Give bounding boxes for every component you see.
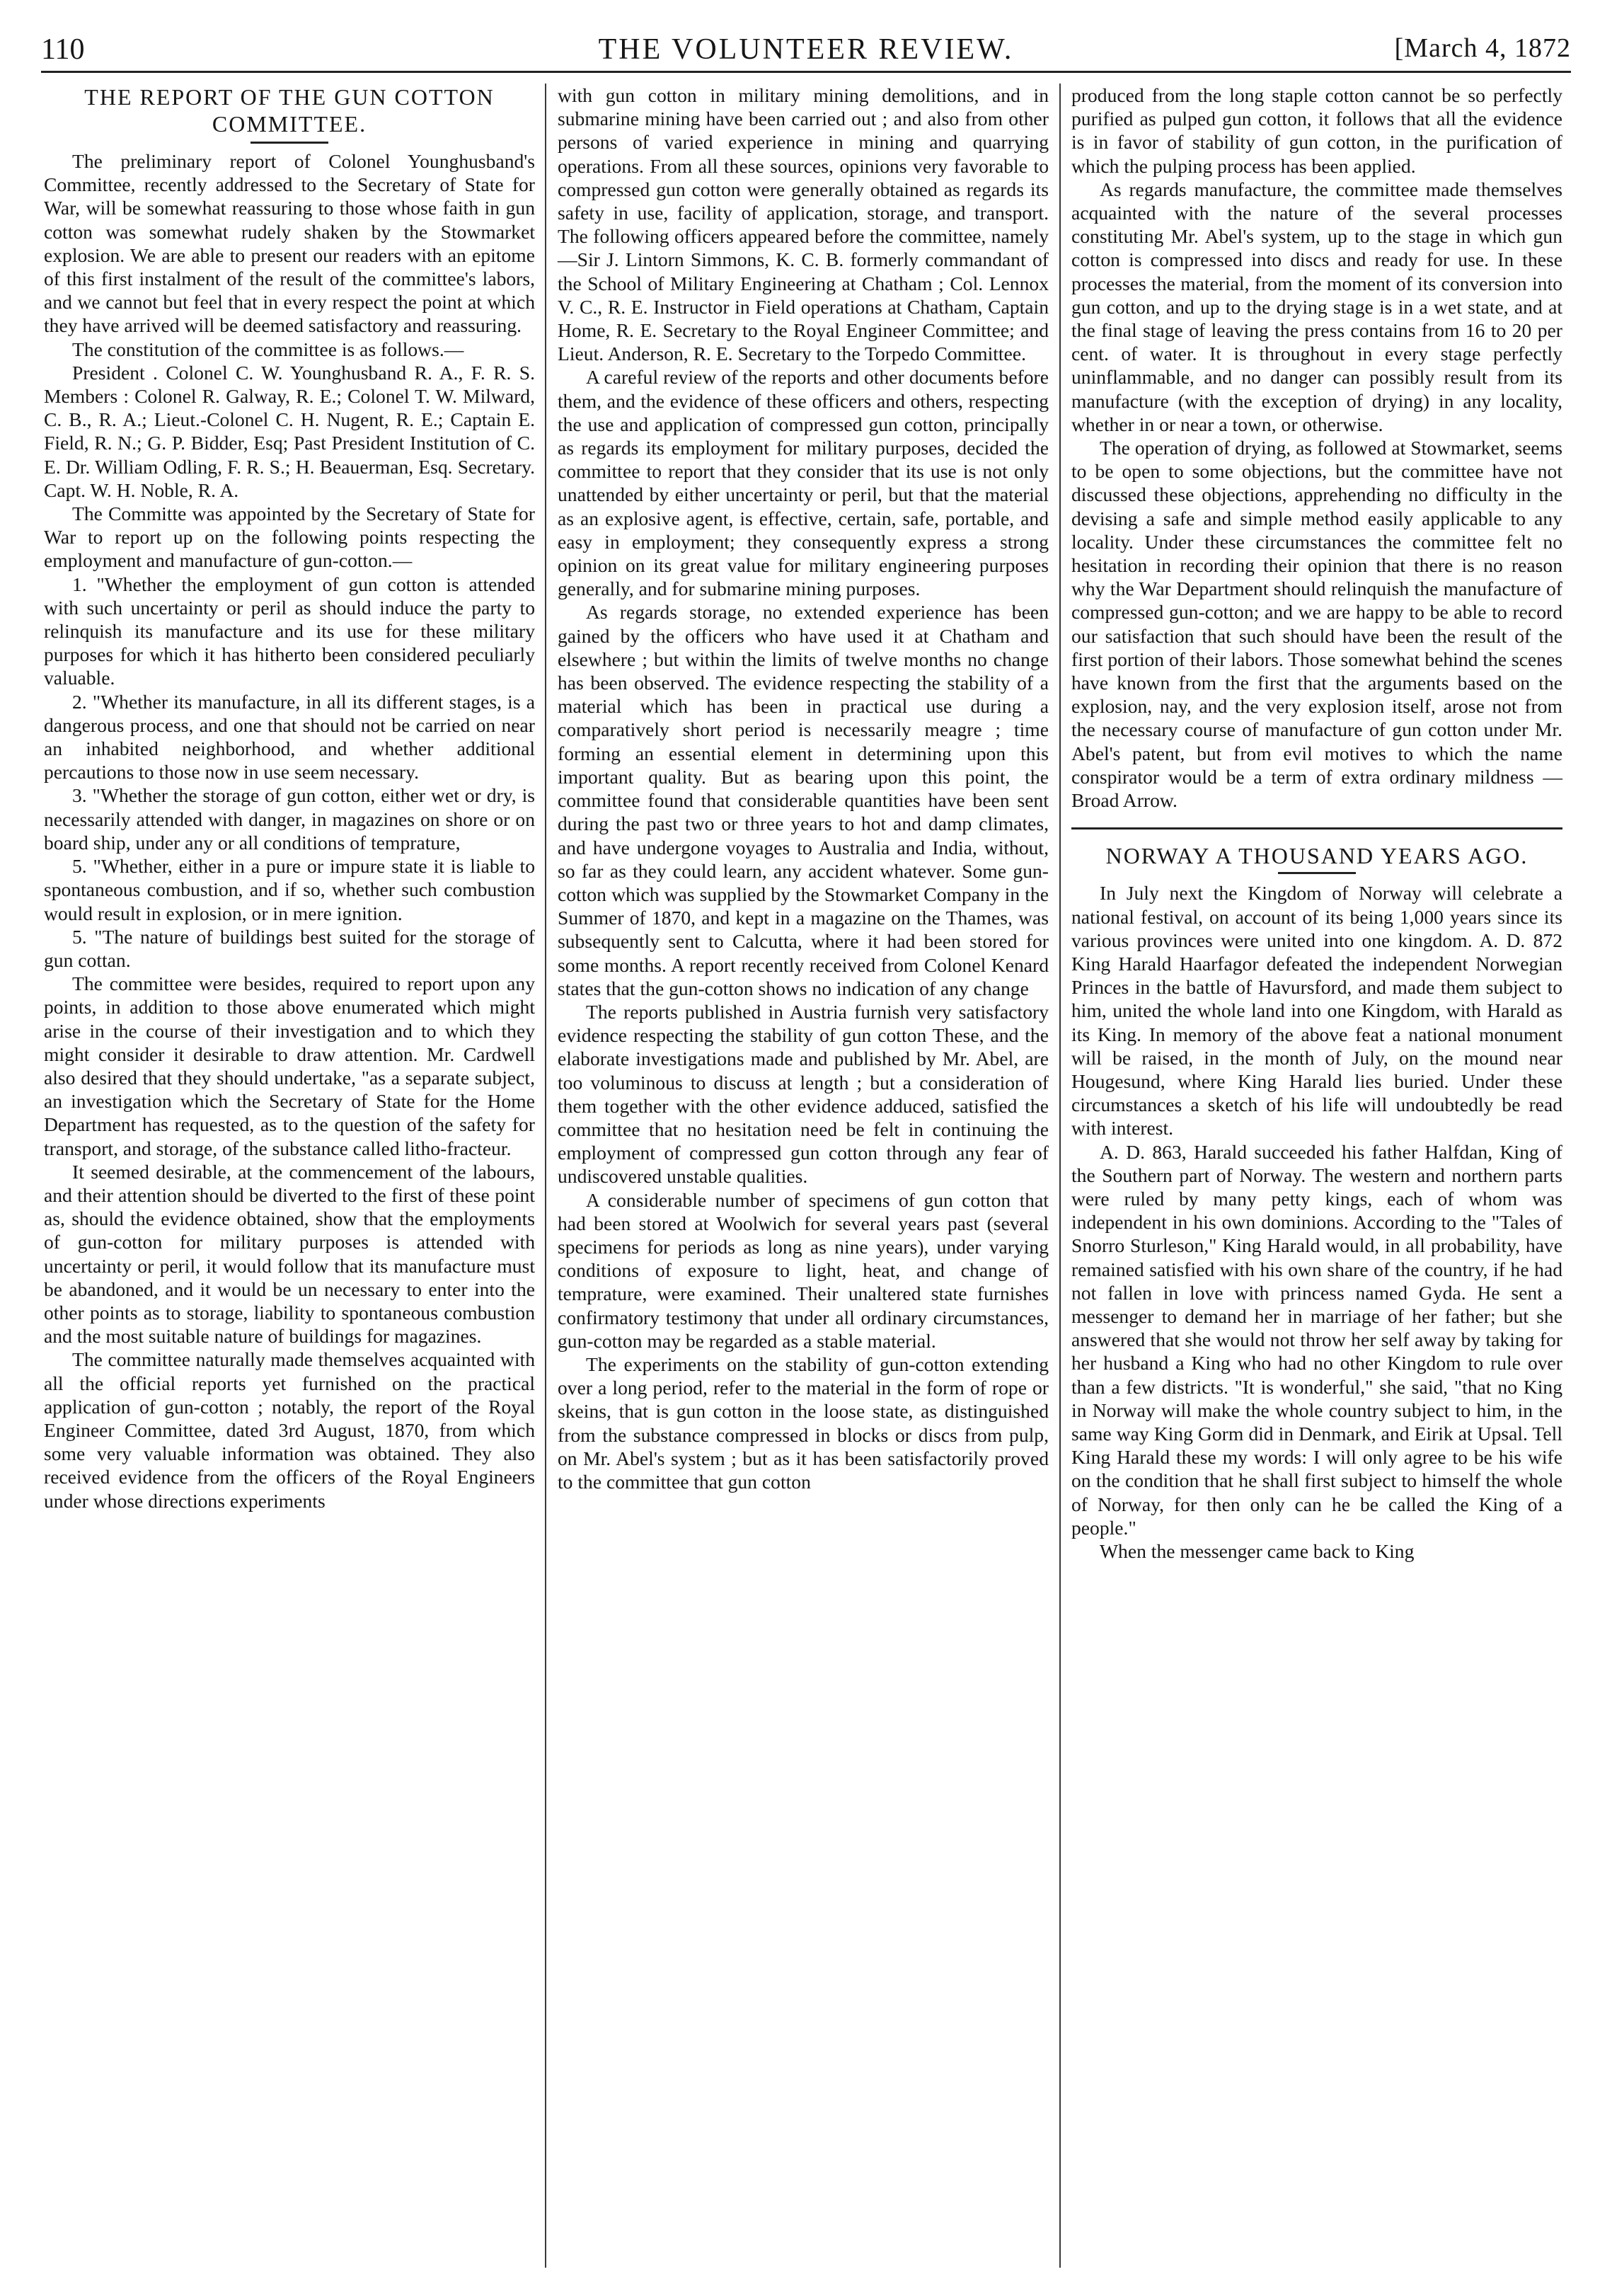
paragraph: As regards storage, no extended experience has been gained by the officers who have used it at Chatham and elsewhere ; but within the limits of twelve months no change has been observed. The evidence respecting the stability of a material which has been in practical use during a comparatively short period is necessarily meagre ; time forming an essential element in determining upon this important quality. But as bearing upon this point, the committee found that considerable quantities have been sent during the past two or three years to hot and damp climates, and have undergone voyages to Australia and India, without, so far as they could learn, any accident whatever. Some gun-cotton which was supplied by the Stowmarket Company in the Summer of 1870, and kept in a magazine on the Thames, was subsequently sent to Calcutta, where it had been stored for some months. A report recently received from Colonel Kenard states that the gun-cotton shows no indication of any change — [558, 601, 1049, 999]
paragraph: The reports published in Austria furnish very satisfactory evidence respecting the stability of gun cotton These, and the elaborate investigations made and published by Mr. Abel, are too voluminous to discuss at length ; but a consideration of them together with the other evidence adduced, satisfied the committee that no hesitation need be felt in continuing the employment of compressed gun cotton through any fear of undiscovered unstable qualities. — [558, 1000, 1049, 1188]
paragraph: The experiments on the stability of gun-cotton extending over a long period, refer to the material in the form of rope or skeins, that is gun cotton in the loose state, as distinguished from the substance compressed in blocks or discs from pulp, on Mr. Abel's system ; but as it has been satisfactorily proved to the committee that gun cotton — [558, 1353, 1049, 1493]
paragraph: 2. "Whether its manufacture, in all its different stages, is a dangerous process, and one that should not be carried on near an inhabited neighborhood, and whether additional percautions to those now in use seem necessary. — [44, 690, 535, 783]
paragraph: The committee naturally made themselves acquainted with all the official reports yet furnished on the practical application of gun-cotton ; notably, the report of the Royal Engineer Committee, dated 3rd August, 1870, from which some very valuable information was obtained. They also received evidence from the officers of the Royal Engineers under whose directions experiments — [44, 1348, 535, 1512]
paragraph: with gun cotton in military mining demolitions, and in submarine mining have been carried out ; and also from other persons of varied experience in mining and quarrying operations. From all these sources, opinions very favorable to compressed gun cotton were generally obtained as regards its safety in use, facility of application, storage, and transport. The following officers appeared before the committee, namely—Sir J. Lintorn Simmons, K. C. B. formerly commandant of the School of Military Engineering at Chatham ; Col. Lennox V. C., R. E. Instructor in Field operations at Chatham, Captain Home, R. E. Secretary to the Royal Engineer Committee; and Lieut. Anderson, R. E. Secretary to the Torpedo Committee. — [558, 84, 1049, 365]
column-1 — [44, 84, 535, 1513]
paragraph: The constitution of the committee is as follows.— — [72, 338, 464, 360]
paragraph: 3. "Whether the storage of gun cotton, either wet or dry, is necessarily attended with danger, in magazines on shore or on board ship, under any or all conditions of temprature, — [44, 784, 535, 854]
page-number: 110 — [41, 33, 85, 66]
article-title: THE REPORT OF THE GUN COTTON COMMITTEE. — [84, 84, 495, 137]
paragraph: The operation of drying, as followed at Stowmarket, seems to be open to some objections, but the committee have not discussed these objections, apprehending no difficulty in the devising a safe and simple method easily applicable to any locality. Under these circumstances the committee felt no hesitation in recording their opinion that there is no reason why the War Department should relinquish the manufacture of compressed gun-cotton; and we are happy to be able to record our satisfaction that such should have been the result of the first portion of their labors. Those somewhat behind the scenes have known from the first that the arguments based on the explosion, nay, and the very explosion itself, arose not from the necessary course of manufacture of gun cotton under Mr. Abel's patent, but from evil motives to which the name conspirator would be a term of extra ordinary mildness —Broad Arrow. — [1071, 437, 1562, 812]
title-divider — [1278, 872, 1356, 874]
paragraph: In July next the Kingdom of Norway will celebrate a national festival, on account of its being 1,000 years since its various provinces were united into one kingdom. A. D. 872 King Harald Haarfagor defeated the independent Norwegian Princes in the battle of Havursford, and made them subject to him, united the whole land into one Kingdom, with Harald as its King. In memory of the above feat a national monument will be raised, in the month of July, on the mound near Hougesund, where King Harald lies buried. Under these circumstances a sketch of his life will undoubtedly be read with interest. — [1071, 882, 1562, 1140]
paragraph: It seemed desirable, at the commencement of the labours, and their attention should be diverted to the first of these point as, should the evidence obtained, show that the employments of gun-cotton for military purposes is attended with uncertainty or peril, it would follow that its manufacture must be abandoned, and it would be un necessary to enter into the other points as to storage, liability to spontaneous combustion and the most suitable nature of buildings for magazines. — [44, 1160, 535, 1348]
paragraph: The Committe was appointed by the Secretary of State for War to report up on the following points respecting the employment and manufacture of gun-cotton.— — [44, 503, 535, 572]
title-divider — [251, 142, 328, 144]
page-header — [41, 30, 1571, 73]
article-separator — [1071, 827, 1562, 830]
paragraph: When the messenger came back to King — [1100, 1539, 1415, 1562]
journal-title: THE VOLUNTEER REVIEW. — [598, 33, 1014, 66]
paragraph: produced from the long staple cotton cannot be so perfectly purified as pulped gun cotton, it follows that all the evidence is in favor of stability of gun cotton, in the purification of which the pulping process has been applied. — [1071, 84, 1562, 177]
column-rule — [1059, 84, 1061, 2268]
article-title: NORWAY A THOUSAND YEARS AGO. — [1105, 843, 1528, 869]
paragraph: A careful review of the reports and other documents before them, and the evidence of these officers and others, respecting the use and application of compressed gun cotton, principally as regards its employment for military purposes, decided the committee to report that they consider that its use is not only unattended by either uncertainty or peril, but that the material as an explosive agent, is effective, certain, safe, portable, and easy in employment; they consequently express a strong opinion on its great value for military engineering purposes generally, and for submarine mining purposes. — [558, 366, 1049, 600]
paragraph: A. D. 863, Harald succeeded his father Halfdan, King of the Southern part of Norway. The western and northern parts were ruled by many petty kings, each of whom was independent in his own dominions. According to the "Tales of Snorro Sturleson," King Harald would, in all probability, have remained satisfied with his own share of the country, if he had not fallen in love with princess named Gyda. He sent a messenger to demand her in marriage of her father; but she answered that she would not throw her self away by taking for her husband a King who had no other Kingdom to rule over than a few districts. "It is wonderful," she said, "that no King in Norway will make the whole country subject to him, in the same way King Gorm did in Denmark, and Eirik at Upsal. Tell King Harald these my words: I will only agree to be his wife on the condition that he shall first subject to himself the whole of Norway, for then only can he be called the King of a people." — [1071, 1140, 1562, 1539]
paragraph: 5. "Whether, either in a pure or impure state it is liable to spontaneous combustion, and if so, whether such combustion would result in explosion, or in mere ignition. — [44, 855, 535, 924]
paragraph: A considerable number of specimens of gun cotton that had been stored at Woolwich for several years past (several specimens for periods as long as nine years), under varying conditions of exposure to light, heat, and change of temprature, were examined. Their unaltered state furnishes confirmatory testimony that under all ordinary circumstances, gun-cotton may be regarded as a stable material. — [558, 1188, 1049, 1352]
column-3 — [1071, 84, 1562, 1563]
column-2 — [558, 84, 1049, 1493]
paragraph: The committee were besides, required to report upon any points, in addition to those above enumerated which might arise in the course of their investigation and to which they might consider it desirable to draw attention. Mr. Cardwell also desired that they should undertake, "as a separate subject, an investigation which the Secretary of State for the Home Department has requested, as to the question of the safety for transport, and storage, of the substance called litho-fracteur. — [44, 972, 535, 1159]
paragraph: 5. "The nature of buildings best suited for the storage of gun cottan. — [44, 925, 535, 971]
paragraph: As regards manufacture, the committee made themselves acquainted with the nature of the several processes constituting Mr. Abel's system, up to the stage in which gun cotton is compressed into discs and ready for use. In these processes the material, from the moment of its conversion into gun cotton, and up to the drying stage is in a wet state, and at the final stage of leaving the press contains from 16 to 20 per cent. of water. It is throughout in every stage perfectly uninflammable, and no danger can possibly result from its manufacture (with the exception of drying) in any locality, whether in or near a town, or otherwise. — [1071, 178, 1562, 435]
issue-date: [March 4, 1872 — [1394, 33, 1571, 63]
paragraph: The preliminary report of Colonel Younghusband's Committee, recently addressed to the Secretary of State for War, will be somewhat reassuring to those whose faith in gun cotton was somewhat rudely shaken by the Stowmarket explosion. We are able to present our readers with an epitome of this first instalment of the result of the committee's labors, and we cannot but feel that in every respect the point at which they have arrived will be deemed satisfactory and reassuring. — [44, 150, 535, 337]
paragraph: 1. "Whether the employment of gun cotton is attended with such uncertainty or peril as should induce the party to relinquish its manufacture and its use for these military purposes for which it has hitherto been considered peculiarly valuable. — [44, 573, 535, 689]
column-rule — [545, 84, 546, 2268]
paragraph: President . Colonel C. W. Younghusband R. A., F. R. S. Members : Colonel R. Galway, R. E.; Colonel T. W. Milward, C. B., R. A.; Lieut.-Colonel C. H. Nugent, R. E.; Captain E. Field, R. N.; G. P. Bidder, Esq; Past President Institution of C. E. Dr. William Odling, F. R. S.; H. Beauerman, Esq. Secretary. Capt. W. H. Noble, R. A. — [44, 361, 535, 501]
